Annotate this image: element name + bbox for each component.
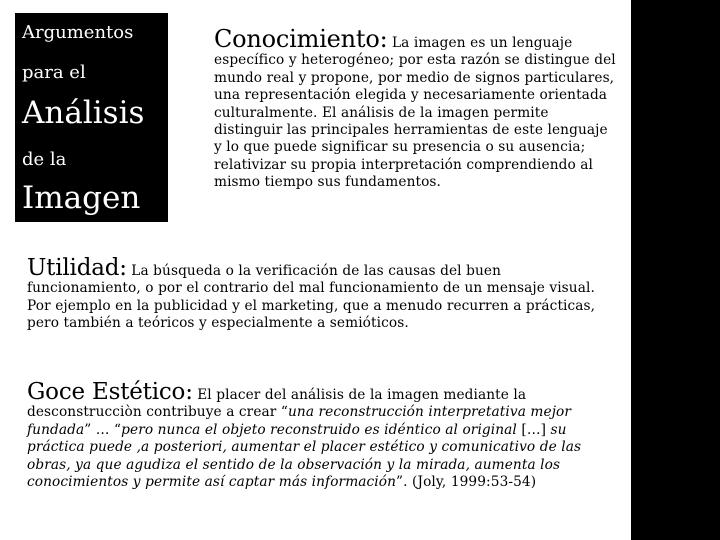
goce-text-end: ”. — [396, 474, 408, 491]
title-line-1: Argumentos — [22, 22, 134, 43]
goce-citation: (Joly, 1999:53-54) — [407, 474, 537, 491]
title-line-4: de la — [22, 149, 67, 170]
goce-quote-1: una reconstrucción interpretativa mejor fundada — [27, 404, 572, 438]
title-line-3: Análisis — [22, 95, 145, 131]
section-heading-utilidad: Utilidad: — [27, 255, 127, 281]
title-line-2: para el — [22, 62, 86, 83]
section-text-utilidad: La búsqueda o la verificación de las causas del buen funcionamiento, o por el contrario del mal funcionamiento de un mensaje visual. Por ejemplo en la publicidad y el marketing, que a menudo recurren a prácticas, pero también a teóricos y especialmente a semióticos. — [27, 263, 596, 332]
goce-ellipsis: […] — [516, 421, 551, 438]
title-box — [15, 13, 168, 222]
right-black-bar — [631, 0, 720, 540]
section-goce-estetico — [27, 380, 617, 491]
title-line-5: Imagen — [22, 180, 141, 216]
section-utilidad — [27, 256, 617, 333]
goce-quote-2a: pero nunca el objeto reconstruido es idéntico al original — [121, 421, 517, 438]
section-heading-conocimiento: Conocimiento: — [214, 25, 388, 53]
goce-text-mid: ” … “ — [84, 421, 122, 438]
goce-text-start: El placer del análisis de la imagen mediante la desconstrucciòn contribuye a crear “ — [27, 387, 527, 421]
section-heading-goce: Goce Estético: — [27, 379, 193, 405]
section-conocimiento — [214, 27, 619, 192]
section-text-conocimiento: La imagen es un lenguaje específico y heterogéneo; por esta razón se distingue del mundo real y propone, por medio de signos particulares, una representación elegida y necesariamente orientada culturalmente. El análisis de la imagen permite distinguir las principales herramientas de este lenguaje y lo que puede significar su presencia o su ausencia; relativizar su propia interpretación comprendiendo al mismo tiempo sus fundamentos. — [214, 35, 616, 191]
goce-quote-2b: su práctica puede ,a posteriori, aumentar el placer estético y comunicativo de las obras, ya que agudiza el sentido de la observación y la mirada, aumenta los conocimientos y permite así captar más información — [27, 421, 582, 491]
